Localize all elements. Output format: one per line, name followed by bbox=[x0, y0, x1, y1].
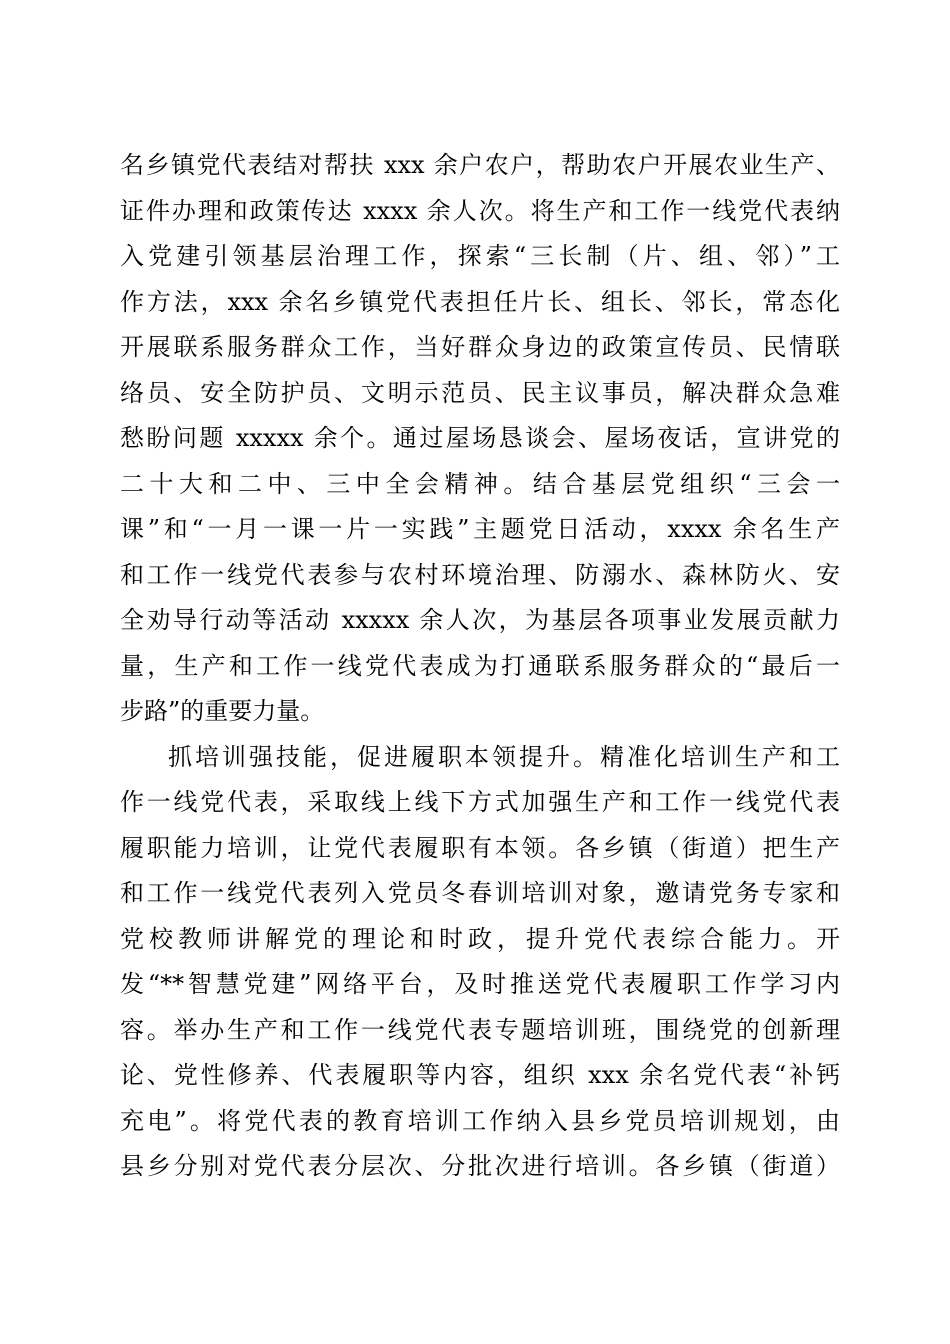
text-line: 和工作一线党代表列入党员冬春训培训对象，邀请党务专家和 bbox=[120, 879, 840, 907]
paragraph-heading-line: 抓培训强技能，促进履职本领提升。精准化培训生产和工 bbox=[168, 742, 840, 771]
text-line: 络员、安全防护员、文明示范员、民主议事员，解决群众急难 bbox=[120, 378, 840, 407]
text-line: 步路”的重要力量。 bbox=[120, 697, 325, 725]
text-line: 二十大和二中、三中全会精神。结合基层党组织“三会一 bbox=[120, 469, 840, 498]
text-line: 证件办理和政策传达 xxxx 余人次。将生产和工作一线党代表纳 bbox=[120, 196, 840, 225]
text-line: 县乡分别对党代表分层次、分批次进行培训。各乡镇（街道） bbox=[120, 1152, 840, 1180]
paragraph-1 bbox=[120, 143, 840, 735]
text-line: 开展联系服务群众工作，当好群众身边的政策宣传员、民情联 bbox=[120, 333, 840, 361]
text-line: 作方法，xxx 余名乡镇党代表担任片长、组长、邻长，常态化 bbox=[120, 287, 840, 316]
paragraph-2 bbox=[120, 735, 840, 1190]
text-line: 党校教师讲解党的理论和时政，提升党代表综合能力。开 bbox=[120, 924, 840, 953]
text-line: 发“**智慧党建”网络平台，及时推送党代表履职工作学习内 bbox=[120, 970, 840, 998]
text-line: 充电”。将党代表的教育培训工作纳入县乡党员培训规划，由 bbox=[120, 1106, 840, 1135]
text-line: 全劝导行动等活动 xxxxx 余人次，为基层各项事业发展贡献力 bbox=[120, 606, 840, 634]
text-line: 履职能力培训，让党代表履职有本领。各乡镇（街道）把生产 bbox=[120, 833, 840, 862]
text-line: 愁盼问题 xxxxx 余个。通过屋场恳谈会、屋场夜话，宣讲党的 bbox=[120, 424, 840, 452]
text-line: 名乡镇党代表结对帮扶 xxx 余户农户，帮助农户开展农业生产、 bbox=[120, 151, 840, 179]
text-line: 入党建引领基层治理工作，探索“三长制（片、组、邻）”工 bbox=[120, 242, 840, 270]
text-line: 容。举办生产和工作一线党代表专题培训班，围绕党的创新理 bbox=[120, 1015, 840, 1044]
text-line: 课”和“一月一课一片一实践”主题党日活动，xxxx 余名生产 bbox=[120, 515, 840, 543]
text-line: 量，生产和工作一线党代表成为打通联系服务群众的“最后一 bbox=[120, 651, 840, 680]
body-text bbox=[120, 143, 840, 1190]
text-line: 作一线党代表，采取线上线下方式加强生产和工作一线党代表 bbox=[120, 788, 840, 816]
text-line: 和工作一线党代表参与农村环境治理、防溺水、森林防火、安 bbox=[120, 560, 840, 589]
text-line: 论、党性修养、代表履职等内容，组织 xxx 余名党代表“补钙 bbox=[120, 1061, 840, 1089]
